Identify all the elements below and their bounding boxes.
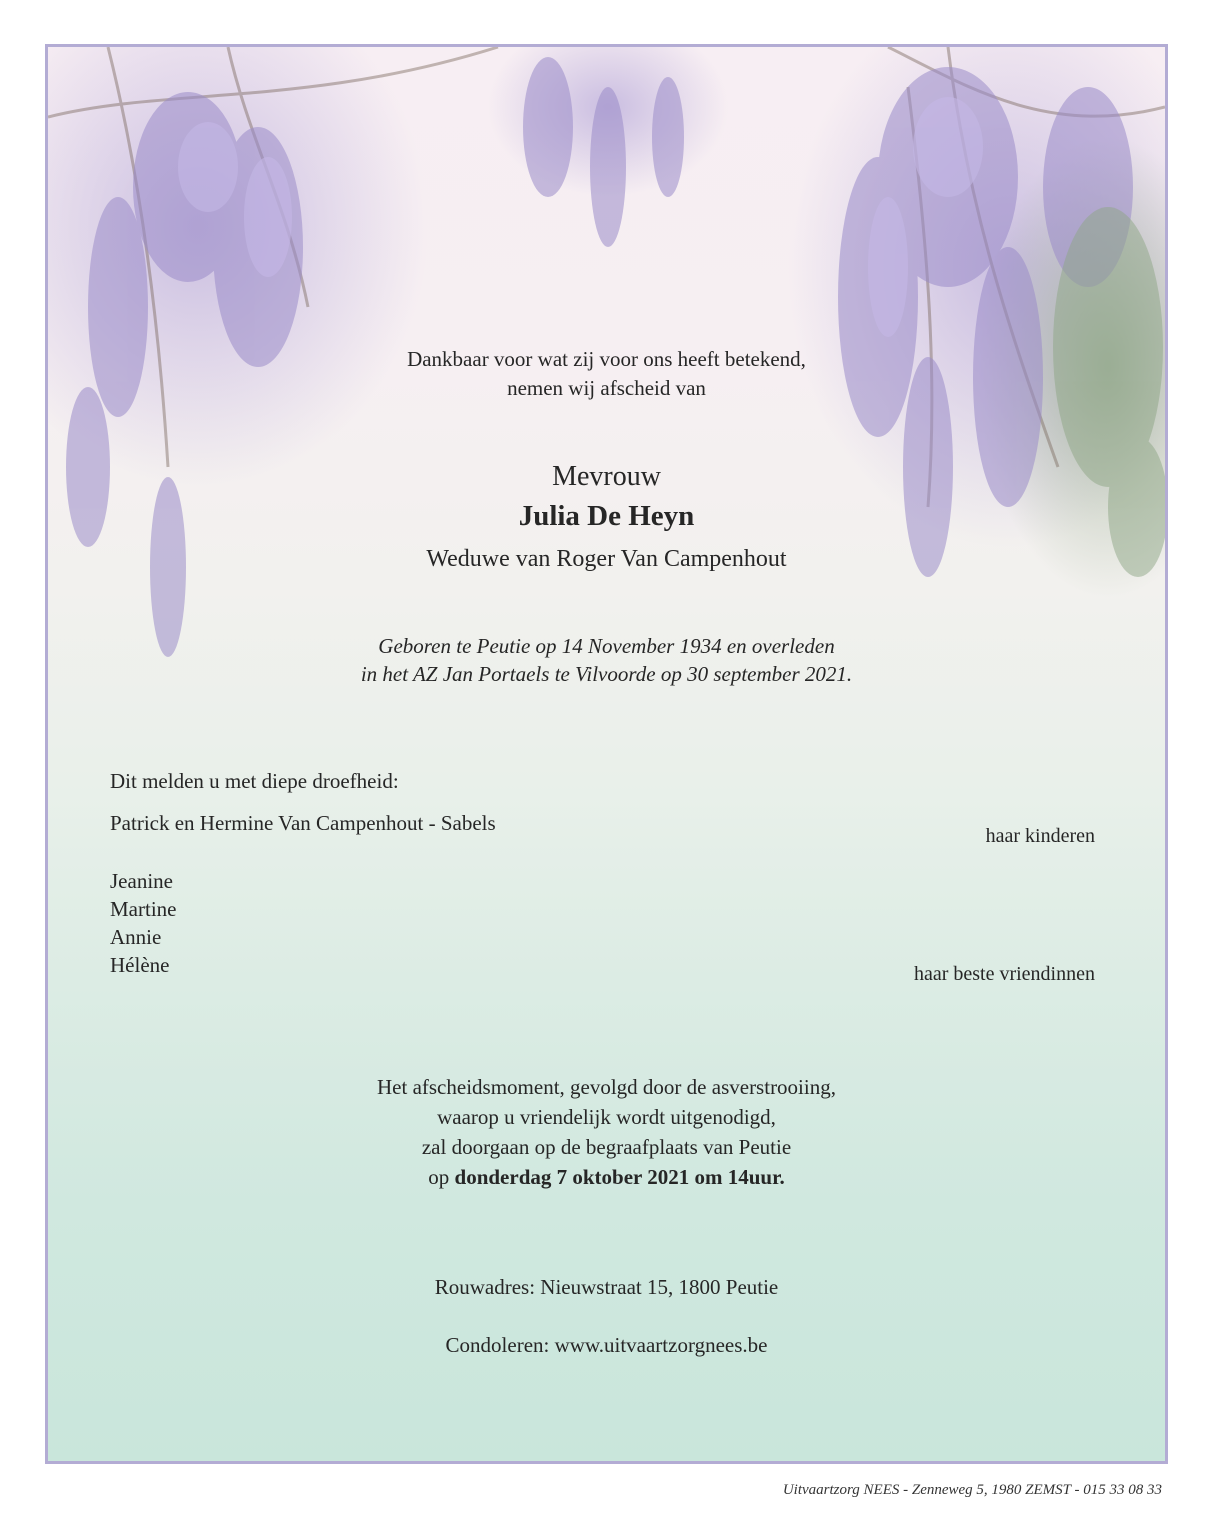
friend-name: Annie: [110, 925, 162, 949]
mourning-address: Rouwadres: Nieuwstraat 15, 1800 Peutie: [434, 1275, 779, 1299]
birth-death-line-1: Geboren te Peutie op 14 November 1934 en overleden: [378, 634, 835, 658]
ceremony-date-prefix: op: [428, 1165, 450, 1189]
birth-death-text: [48, 632, 1165, 688]
deceased-relation: Weduwe van Roger Van Campenhout: [426, 546, 787, 572]
children-role: haar kinderen: [985, 825, 1095, 847]
deceased-title: Mevrouw: [552, 461, 661, 492]
ceremony-date: donderdag 7 oktober 2021 om 14uur.: [454, 1165, 785, 1189]
intro-line-1: Dankbaar voor wat zij voor ons heeft betekend,: [407, 347, 806, 371]
ceremony-line-3: zal doorgaan op de begraafplaats van Peutie: [421, 1135, 792, 1159]
death-notice-card: [45, 44, 1168, 1464]
ceremony-text: [48, 1072, 1165, 1192]
friend-name: Jeanine: [110, 869, 173, 893]
friends-list: [110, 867, 176, 979]
condolences-link[interactable]: Condoleren: www.uitvaartzorgnees.be: [445, 1333, 768, 1357]
wisteria-background-image: [48, 47, 1165, 1461]
friend-name: Martine: [110, 897, 177, 921]
children-names: Patrick en Hermine Van Campenhout - Sabels: [110, 811, 496, 835]
mourners-announcement: Dit melden u met diepe droefheid:: [110, 769, 399, 793]
ceremony-date-line: [48, 1162, 1165, 1192]
ceremony-line-2: waarop u vriendelijk wordt uitgenodigd,: [437, 1105, 776, 1129]
funeral-home-footer: Uitvaartzorg NEES - Zenneweg 5, 1980 ZEMST - 015 33 08 33: [782, 1482, 1162, 1498]
birth-death-line-2: in het AZ Jan Portaels te Vilvoorde op 30 september 2021.: [360, 662, 853, 686]
friend-name: Hélène: [110, 953, 170, 977]
friends-role: haar beste vriendinnen: [913, 963, 1095, 985]
ceremony-line-1: Het afscheidsmoment, gevolgd door de asverstrooiing,: [377, 1075, 836, 1099]
intro-line-2: nemen wij afscheid van: [507, 376, 706, 400]
deceased-name: Julia De Heyn: [518, 500, 695, 532]
intro-text: [48, 345, 1165, 403]
